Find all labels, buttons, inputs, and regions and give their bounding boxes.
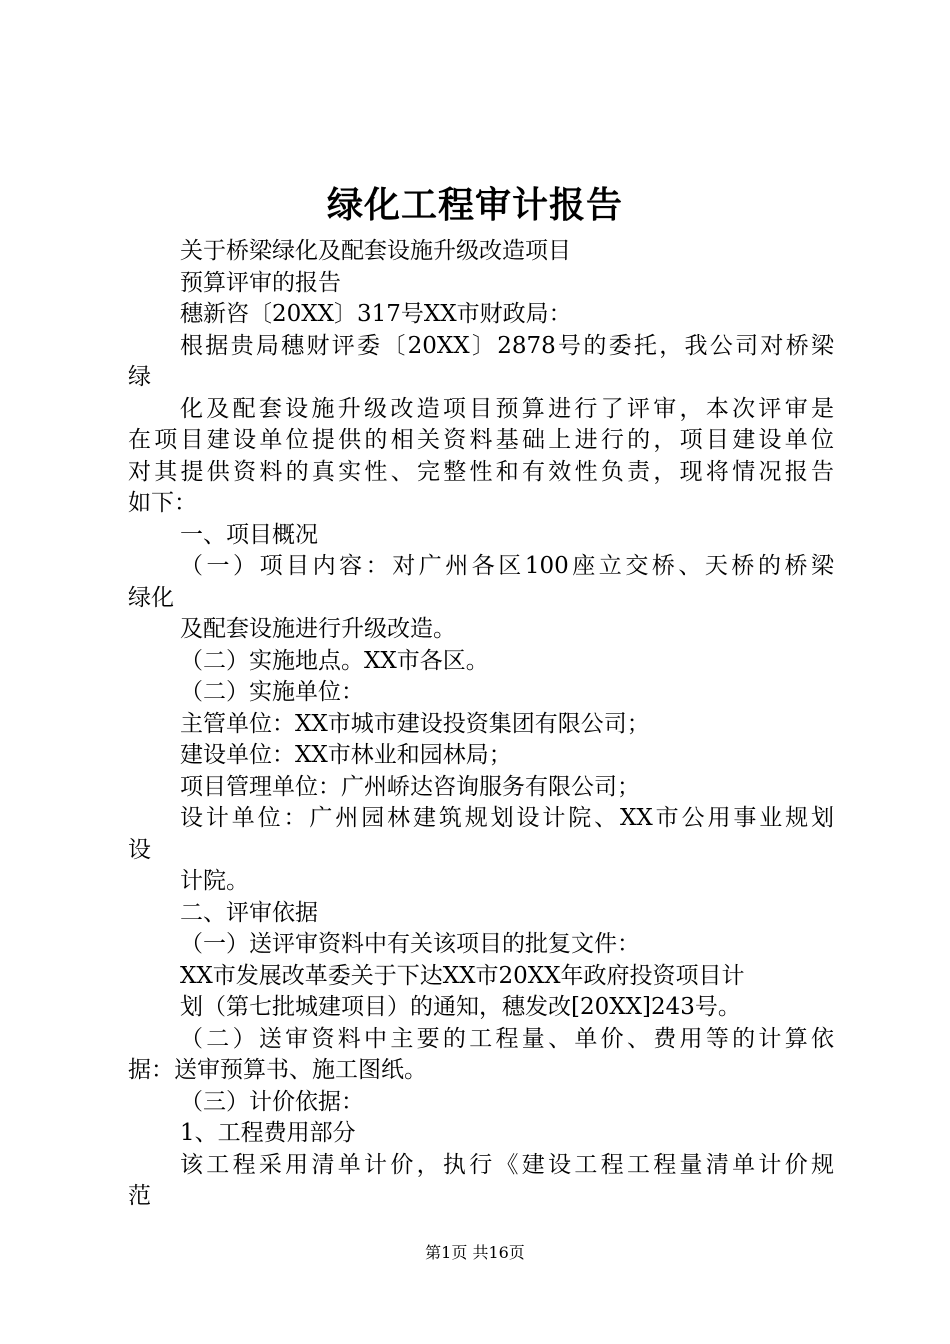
text-line: 1、工程费用部分 bbox=[180, 1120, 356, 1146]
text-line: 计院。 bbox=[180, 868, 249, 894]
text-line: 该工程采用清单计价，执行《建设工程工程量清单计价规 bbox=[180, 1151, 834, 1178]
text-line: （一）送评审资料中有关该项目的批复文件： bbox=[180, 931, 640, 957]
text-line: 预算评审的报告 bbox=[180, 269, 341, 296]
text-line: 一、项目概况 bbox=[180, 521, 318, 548]
text-line: 对其提供资料的真实性、完整性和有效性负责，现将情况报告 bbox=[128, 458, 834, 485]
text-line: 主管单位：XX市城市建设投资集团有限公司； bbox=[180, 710, 650, 737]
document-title: 绿化工程审计报告 bbox=[326, 184, 623, 226]
text-line: 绿化 bbox=[128, 584, 174, 611]
text-line: 关于桥梁绿化及配套设施升级改造项目 bbox=[180, 238, 571, 264]
text-line: （二）实施地点。XX市各区。 bbox=[180, 647, 489, 674]
text-line: 如下： bbox=[128, 490, 197, 516]
page-footer: 第1页 共16页 bbox=[425, 1243, 525, 1262]
text-line: 及配套设施进行升级改造。 bbox=[180, 616, 456, 642]
text-line: （二）送审资料中主要的工程量、单价、费用等的计算依 bbox=[180, 1025, 834, 1052]
text-line: （一）项目内容：对广州各区100座立交桥、天桥的桥梁 bbox=[180, 553, 834, 579]
text-line: 范 bbox=[128, 1183, 151, 1209]
text-line: 在项目建设单位提供的相关资料基础上进行的，项目建设单位 bbox=[128, 427, 834, 453]
text-line: 化及配套设施升级改造项目预算进行了评审，本次评审是 bbox=[180, 395, 834, 422]
text-line: 穗新咨〔20XX〕317号XX市财政局： bbox=[180, 301, 572, 327]
text-line: 设计单位：广州园林建筑规划设计院、XX市公用事业规划 bbox=[180, 805, 834, 831]
text-line: （三）计价依据： bbox=[180, 1088, 364, 1115]
text-line: （二）实施单位： bbox=[180, 679, 364, 705]
text-line: 建设单位：XX市林业和园林局； bbox=[180, 742, 512, 768]
text-line: 划（第七批城建项目）的通知，穗发改[20XX]243号。 bbox=[180, 994, 741, 1020]
text-line: XX市发展改革委关于下达XX市20XX年政府投资项目计 bbox=[180, 962, 745, 989]
text-line: 根据贵局穗财评委〔20XX〕2878号的委托，我公司对桥梁 bbox=[180, 332, 834, 359]
text-line: 二、评审依据 bbox=[180, 899, 318, 926]
text-line: 据：送审预算书、施工图纸。 bbox=[128, 1057, 427, 1083]
document-body bbox=[128, 236, 834, 1213]
text-line: 项目管理单位：广州峤达咨询服务有限公司； bbox=[180, 773, 640, 800]
text-line: 绿 bbox=[128, 364, 151, 390]
text-line: 设 bbox=[128, 836, 151, 863]
